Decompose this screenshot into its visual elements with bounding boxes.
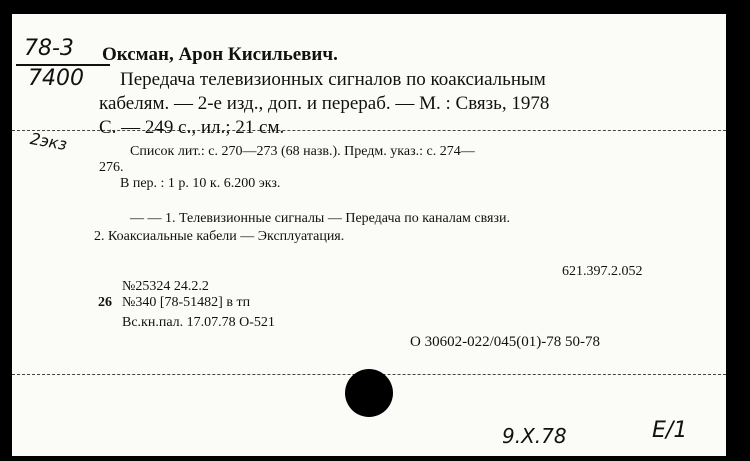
subject-line-2: 2. Коаксиальные кабели — Эксплуатация. xyxy=(94,229,345,244)
author-heading: Оксман, Арон Кисильевич. xyxy=(102,44,338,65)
record-number: №25324 24.2.2 xyxy=(122,279,209,294)
notes-line-2: 276. xyxy=(99,160,124,175)
handwritten-shelf-mark-top: 78-3 xyxy=(24,36,74,61)
title-line-3: С. — 249 с., ил.; 21 см. xyxy=(99,117,285,138)
handwritten-date: 9.X.78 xyxy=(502,424,567,448)
udc-code: 621.397.2.052 xyxy=(562,264,643,279)
notes-line-1: Список лит.: с. 270—273 (68 назв.). Предм. указ.: с. 274— xyxy=(130,144,475,159)
price-line: В пер. : 1 р. 10 к. 6.200 экз. xyxy=(120,176,281,191)
handwritten-copies-note: 2экз xyxy=(28,128,69,155)
handwritten-stamp-note: E/1 xyxy=(652,418,688,443)
handwritten-shelf-mark-bottom: 7400 xyxy=(28,66,84,91)
order-number: №340 [78-51482] в тп xyxy=(122,295,251,310)
punch-hole xyxy=(345,369,393,417)
title-line-2: кабелям. — 2-е изд., доп. и перераб. — М. : Связь, 1978 xyxy=(99,93,550,114)
print-info: Вс.кн.пал. 17.07.78 О-521 xyxy=(122,315,275,330)
catalog-card xyxy=(12,14,726,456)
catalog-code: О 30602-022/045(01)-78 50-78 xyxy=(410,334,600,350)
subject-line-1: — — 1. Телевизионные сигналы — Передача по каналам связи. xyxy=(130,211,511,226)
title-line-1: Передача телевизионных сигналов по коаксиальным xyxy=(120,69,546,90)
order-prefix: 26 xyxy=(98,295,112,310)
